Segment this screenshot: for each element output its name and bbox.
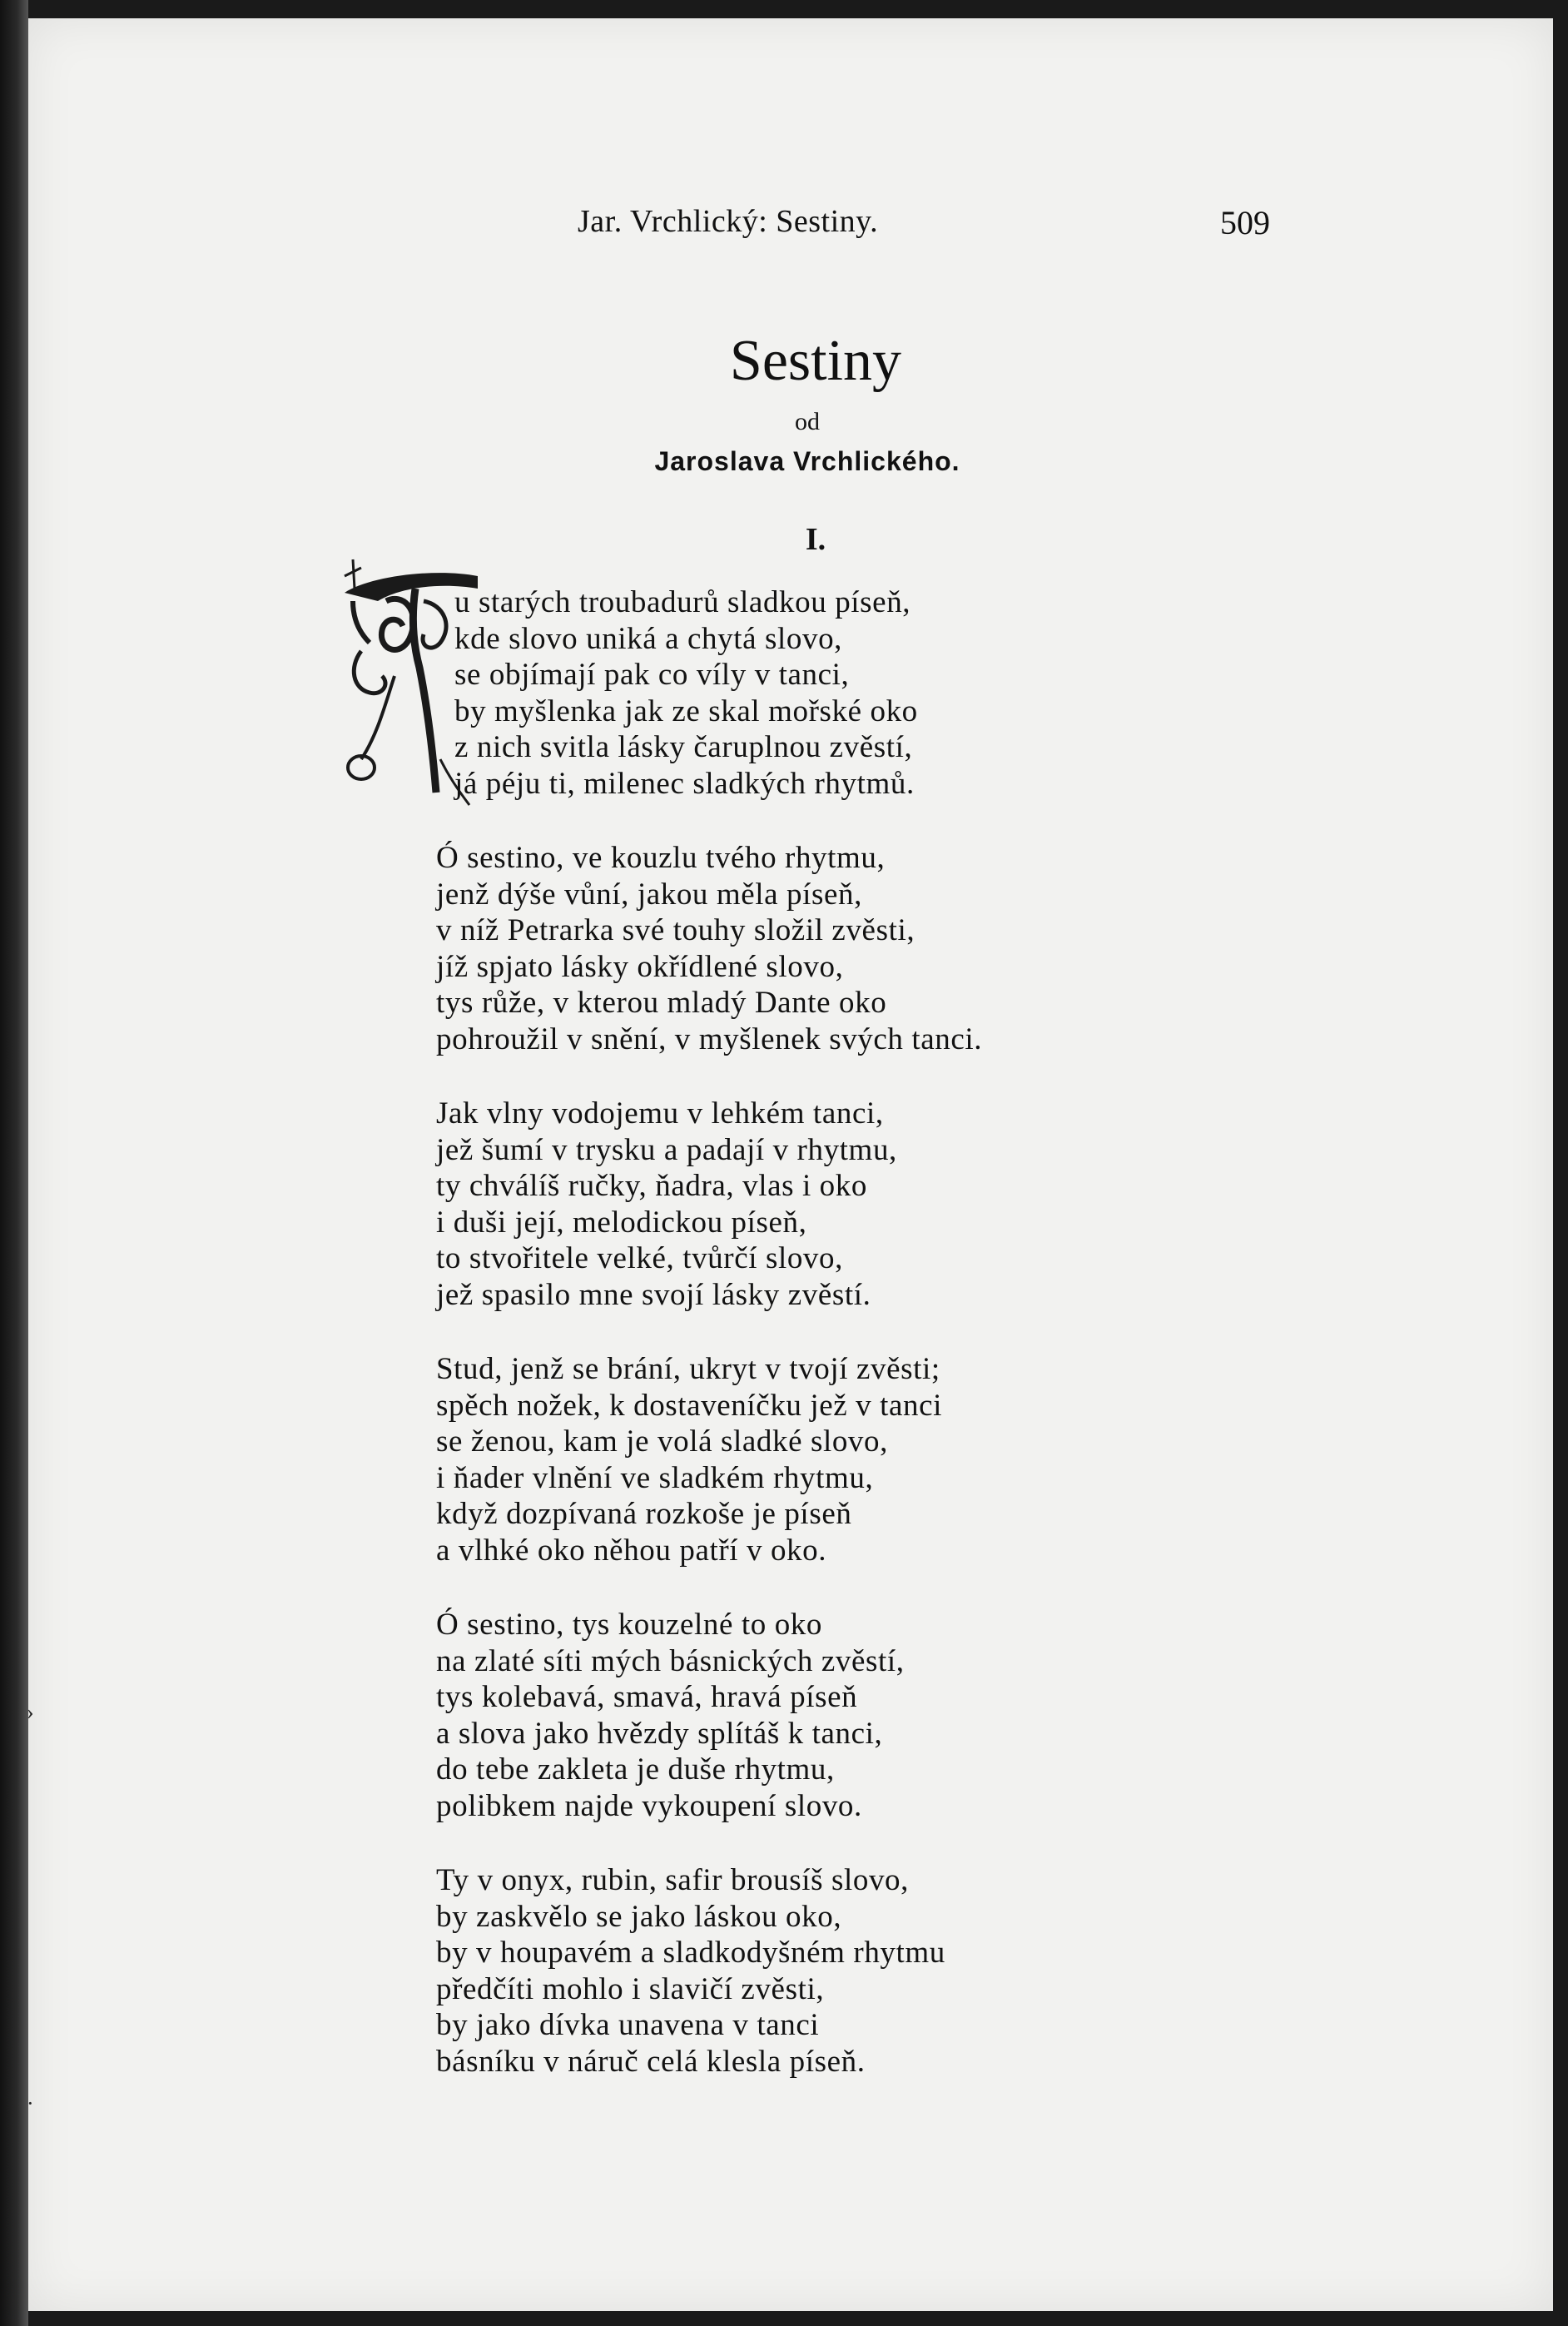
book-binding-edge bbox=[0, 0, 28, 2326]
section-number: I. bbox=[805, 522, 826, 557]
verse-line: z nich svitla lásky čaruplnou zvěstí, bbox=[454, 730, 913, 764]
verse-line: Stud, jenž se brání, ukryt v tvojí zvěsti; bbox=[436, 1352, 940, 1386]
verse-line: to stvořitele velké, tvůrčí slovo, bbox=[436, 1241, 843, 1275]
verse-line: v níž Petrarka své touhy složil zvěsti, bbox=[436, 913, 915, 947]
verse-line: Ó sestino, ve kouzlu tvého rhytmu, bbox=[436, 841, 886, 875]
verse-line: a vlhké oko něhou patří v oko. bbox=[436, 1533, 827, 1568]
verse-line: by jako dívka unavena v tanci bbox=[436, 2008, 820, 2042]
page-number: 509 bbox=[1220, 204, 1270, 241]
verse-line: Ty v onyx, rubin, safir brousíš slovo, bbox=[436, 1863, 909, 1897]
poem-title: Sestiny bbox=[729, 329, 902, 393]
verse-line: ty chválíš ručky, ňadra, vlas i oko bbox=[436, 1169, 867, 1203]
verse-line: se ženou, kam je volá sladké slovo, bbox=[436, 1424, 888, 1459]
verse-line: se objímají pak co víly v tanci, bbox=[454, 658, 850, 692]
verse-line: předčíti mohlo i slavičí zvěsti, bbox=[436, 1971, 825, 2006]
verse-line: Ó sestino, tys kouzelné to oko bbox=[436, 1608, 823, 1642]
running-head-title: Jar. Vrchlický: Sestiny. bbox=[578, 204, 879, 239]
book-page bbox=[28, 18, 1553, 2311]
verse-line: tys kolebavá, smavá, hravá píseň bbox=[436, 1680, 858, 1714]
verse-line: i ňader vlnění ve sladkém rhytmu, bbox=[436, 1460, 874, 1495]
verse-line: já péju ti, milenec sladkých rhytmů. bbox=[454, 766, 915, 801]
stanza bbox=[436, 584, 1268, 802]
verse-line: by zaskvělo se jako láskou oko, bbox=[436, 1899, 842, 1934]
verse-line: básníku v náruč celá klesla píseň. bbox=[436, 2044, 866, 2079]
stanza bbox=[436, 840, 1268, 1057]
verse-line: u starých troubadurů sladkou píseň, bbox=[454, 585, 911, 619]
byline-preposition: od bbox=[795, 408, 820, 435]
verse-line: na zlaté síti mých básnických zvěstí, bbox=[436, 1643, 905, 1678]
verse-line: jež šumí v trysku a padají v rhytmu, bbox=[436, 1132, 897, 1167]
running-head bbox=[28, 203, 1553, 245]
verse-line: tys růže, v kterou mladý Dante oko bbox=[436, 986, 887, 1020]
poem-body bbox=[436, 584, 1268, 2118]
verse-line: jenž dýše vůní, jakou měla píseň, bbox=[436, 877, 862, 912]
verse-line: polibkem najde vykoupení slovo. bbox=[436, 1788, 862, 1823]
stanza bbox=[436, 1862, 1268, 2080]
stanza bbox=[436, 1096, 1268, 1313]
verse-line: by myšlenka jak ze skal mořské oko bbox=[454, 693, 918, 728]
verse-line: by v houpavém a sladkodyšném rhytmu bbox=[436, 1936, 945, 1970]
verse-line: když dozpívaná rozkoše je píseň bbox=[436, 1497, 852, 1531]
verse-line: pohroužil v snění, v myšlenek svých tanci. bbox=[436, 1021, 983, 1056]
margin-speck: › bbox=[27, 1700, 34, 1724]
stanza bbox=[436, 1607, 1268, 1824]
margin-speck: · bbox=[27, 2091, 34, 2115]
verse-line: jež spasilo mne svojí lásky zvěstí. bbox=[436, 1277, 871, 1312]
verse-line: a slova jako hvězdy splítáš k tanci, bbox=[436, 1716, 883, 1751]
verse-line: Jak vlny vodojemu v lehkém tanci, bbox=[436, 1096, 884, 1131]
verse-line: do tebe zakleta je duše rhytmu, bbox=[436, 1752, 835, 1787]
stanza bbox=[436, 1351, 1268, 1568]
author-name: Jaroslava Vrchlického. bbox=[654, 446, 960, 476]
verse-line: i duši její, melodickou píseň, bbox=[436, 1205, 807, 1240]
verse-line: jíž spjato lásky okřídlené slovo, bbox=[436, 949, 844, 984]
verse-line: kde slovo uniká a chytá slovo, bbox=[454, 621, 843, 656]
verse-line: spěch nožek, k dostaveníčku jež v tanci bbox=[436, 1388, 942, 1423]
